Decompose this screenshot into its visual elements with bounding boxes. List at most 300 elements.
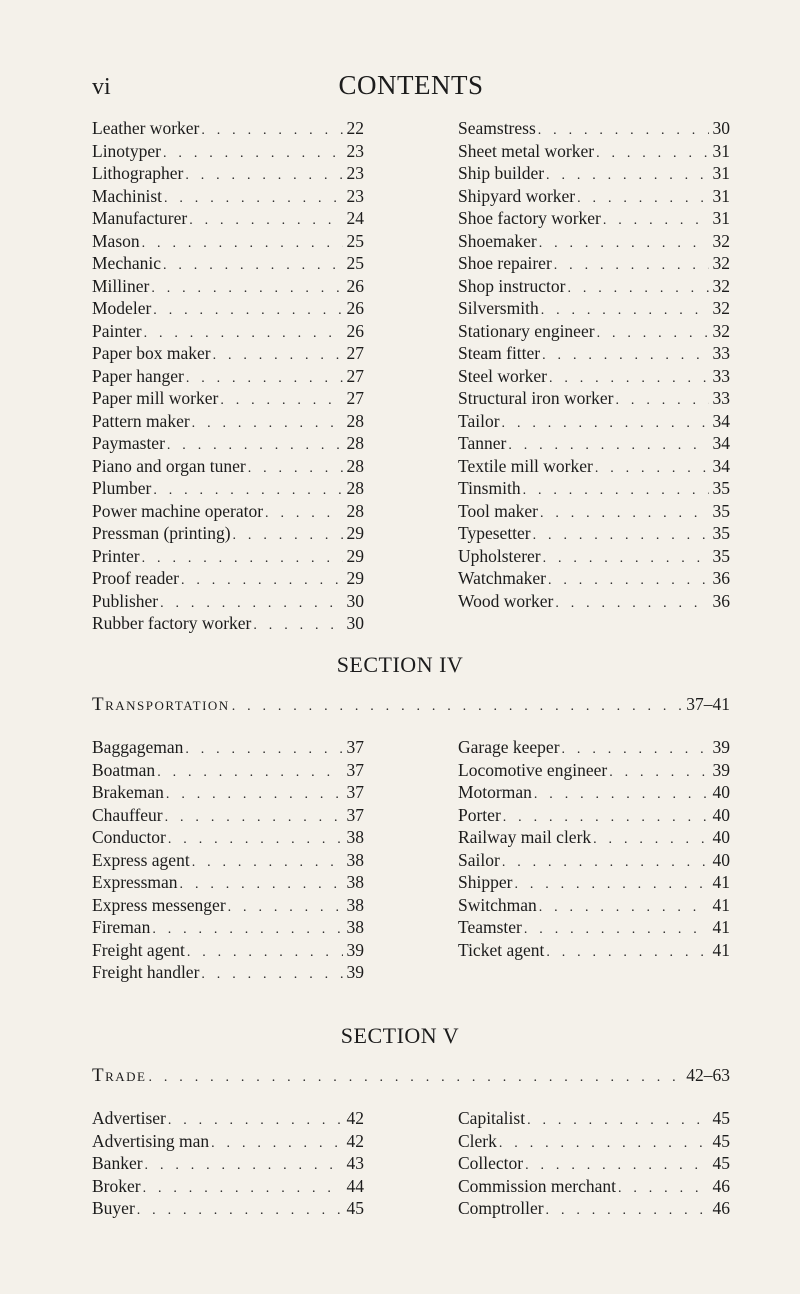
toc-entry[interactable] [458,545,730,568]
entry-title: Fireman [92,917,151,937]
entry-title: Tool maker [458,500,538,521]
leader-dots [189,210,342,230]
toc-entry[interactable] [458,387,730,410]
leader-dots [248,458,343,478]
toc-entry[interactable] [92,1107,364,1130]
toc-entry[interactable] [92,365,364,388]
toc-entry[interactable] [92,522,364,545]
entry-title: Mason [92,230,140,251]
entry-page-number: 29 [346,545,364,566]
section-title: Transportation [92,694,230,715]
entry-title: Steel worker [458,365,547,386]
entry-title: Rubber factory worker [92,613,252,633]
leader-dots [539,233,709,253]
entry-page-number: 41 [712,917,730,937]
leader-dots [181,570,343,590]
toc-entry[interactable] [92,736,364,759]
entry-title: Paper hanger [92,365,184,386]
entry-page-number: 35 [712,478,730,498]
entry-title: Broker [92,1175,141,1196]
entry-page-number: 37 [346,804,364,825]
toc-entry[interactable] [458,804,730,827]
entry-title: Commission merchant [458,1175,616,1196]
toc-entry[interactable] [92,849,364,872]
leader-dots [163,143,342,163]
leader-dots [185,165,342,185]
entry-page-number: 46 [712,1175,730,1196]
toc-entry[interactable] [458,1130,730,1153]
leader-dots [149,1066,683,1090]
leader-dots [142,548,343,568]
toc-entry[interactable] [458,252,730,275]
leader-dots [508,435,708,455]
leader-dots [555,593,708,613]
toc-entry[interactable] [458,297,730,320]
entry-title: Watchmaker [458,568,546,588]
toc-entry[interactable] [92,185,364,208]
section-5-title-entry[interactable] [92,1063,730,1087]
toc-entry[interactable] [92,545,364,568]
entry-page-number: 39 [346,962,364,982]
leader-dots [562,739,709,759]
entry-page-number: 39 [712,759,730,780]
entry-title: Garage keeper [458,737,560,757]
toc-entry[interactable] [458,1152,730,1175]
toc-entry[interactable] [92,1130,364,1153]
entry-title: Structural iron worker [458,388,614,408]
entry-page-number: 24 [346,208,364,228]
toc-entry[interactable] [92,1175,364,1198]
entry-page-number: 28 [346,410,364,431]
toc-entry[interactable] [458,185,730,208]
entry-page-number: 44 [346,1175,364,1196]
entry-title: Modeler [92,298,152,318]
leader-dots [167,435,343,455]
entry-title: Shoe repairer [458,253,552,273]
toc-entry[interactable] [92,342,364,365]
entry-title: Leather worker [92,118,200,138]
toc-entry[interactable] [92,252,364,275]
toc-entry[interactable] [458,140,730,163]
leader-dots [567,278,708,298]
entry-page-number: 28 [346,478,364,498]
leader-dots [597,323,709,343]
contents-list-section-5 [92,1107,730,1220]
leader-dots [499,1133,709,1153]
toc-entry[interactable] [92,140,364,163]
section-5-heading: SECTION V [340,1023,460,1048]
entry-title: Advertising man [92,1130,210,1151]
leader-dots [527,1110,708,1130]
leader-dots [168,829,343,849]
toc-entry[interactable] [458,342,730,365]
page-title: CONTENTS [338,70,484,100]
entry-page-number: 33 [712,388,730,408]
entry-page-number: 38 [346,849,364,870]
entry-page-number: 27 [346,388,364,408]
leader-dots [201,964,342,984]
entry-page-number: 32 [712,298,730,318]
toc-entry[interactable] [458,365,730,388]
leader-dots [546,165,708,185]
toc-entry[interactable] [92,432,364,455]
leader-dots [525,1155,708,1175]
leader-dots [180,874,343,894]
entry-page-number: 30 [346,590,364,611]
entry-title: Publisher [92,590,159,611]
entry-title: Chauffeur [92,804,163,825]
toc-entry[interactable] [458,781,730,804]
leader-dots [524,919,709,939]
leader-dots [253,615,342,635]
leader-dots [596,143,708,163]
leader-dots [541,300,709,320]
entry-title: Collector [458,1153,524,1173]
entry-title: Shipper [458,872,513,892]
leader-dots [593,829,708,849]
toc-entry[interactable] [458,916,730,939]
toc-entry[interactable] [458,207,730,230]
entry-page-number: 38 [346,917,364,937]
entry-title: Paper mill worker [92,388,219,408]
leader-dots [533,525,709,545]
entry-title: Shoe factory worker [458,208,601,228]
entry-title: Painter [92,320,142,341]
toc-entry[interactable] [92,590,364,613]
toc-entry[interactable] [458,826,730,849]
entry-title: Expressman [92,872,178,892]
leader-dots [542,345,708,365]
entry-title: Advertiser [92,1108,166,1128]
entry-title: Freight handler [92,962,200,982]
toc-entry[interactable] [92,1152,364,1175]
entry-title: Shipyard worker [458,185,576,206]
entry-title: Switchman [458,894,537,915]
leader-dots [539,897,709,917]
entry-page-number: 28 [346,455,364,476]
toc-entry[interactable] [92,826,364,849]
entry-title: Sheet metal worker [458,140,595,161]
page-number: vi [92,74,111,100]
leader-dots [213,345,343,365]
toc-entry[interactable] [458,871,730,894]
entry-page-number: 40 [712,804,730,825]
toc-entry[interactable] [458,1197,730,1220]
leader-dots [618,1178,709,1198]
leader-dots [577,188,708,208]
toc-entry[interactable] [458,590,730,613]
entry-title: Teamster [458,917,522,937]
entry-page-number: 23 [346,140,364,161]
entry-title: Power machine operator [92,500,264,521]
entry-title: Stationary engineer [458,320,595,341]
entry-title: Silversmith [458,298,539,318]
leader-dots [163,255,343,275]
entry-page-number: 37 [346,782,364,802]
toc-entry[interactable] [92,410,364,433]
entry-page-number: 34 [712,410,730,431]
toc-entry[interactable] [92,162,364,185]
section-title: Trade [92,1065,147,1086]
entry-page-number: 38 [346,894,364,915]
entry-title: Seamstress [458,118,536,138]
leader-dots [233,525,343,545]
leader-dots [534,784,709,804]
leader-dots [192,852,343,872]
contents-list-top [92,117,730,635]
entry-page-number: 32 [712,253,730,273]
toc-entry[interactable] [458,432,730,455]
entry-title: Locomotive engineer [458,759,608,780]
entry-title: Pressman (printing) [92,523,231,543]
toc-entry[interactable] [92,871,364,894]
entry-title: Express messenger [92,894,226,915]
entry-page-number: 46 [712,1198,730,1218]
entry-title: Buyer [92,1198,135,1218]
toc-entry[interactable] [458,410,730,433]
leader-dots [201,120,342,140]
toc-entry[interactable] [458,567,730,590]
toc-entry[interactable] [92,500,364,523]
entry-title: Wood worker [458,590,554,611]
entry-title: Railway mail clerk [458,827,592,847]
entry-title: Machinist [92,185,162,206]
entry-page-number: 43 [346,1153,364,1173]
page-header [92,62,730,102]
leader-dots [143,1178,343,1198]
leader-dots [220,390,342,410]
entry-page-number: 35 [712,500,730,521]
leader-dots [151,278,342,298]
toc-entry[interactable] [458,230,730,253]
entry-page-number: 32 [712,230,730,251]
entry-page-number: 25 [346,230,364,251]
entry-page-number: 30 [712,118,730,138]
entry-title: Shoemaker [458,230,537,251]
entry-page-number: 26 [346,320,364,341]
entry-title: Proof reader [92,568,179,588]
entry-title: Clerk [458,1130,497,1151]
entry-title: Boatman [92,759,156,780]
entry-page-number: 32 [712,275,730,296]
leader-dots [603,210,709,230]
entry-page-number: 25 [346,253,364,273]
toc-entry[interactable] [92,916,364,939]
toc-entry[interactable] [92,804,364,827]
leader-dots [546,942,708,962]
leader-dots [142,233,343,253]
entry-title: Freight agent [92,939,185,960]
leader-dots [554,255,709,275]
page-range: 37–41 [686,694,730,714]
entry-page-number: 26 [346,275,364,296]
entry-page-number: 27 [346,343,364,363]
leader-dots [546,1200,709,1220]
entry-title: Express agent [92,849,190,870]
entry-page-number: 38 [346,827,364,847]
leader-dots [144,323,343,343]
entry-page-number: 40 [712,827,730,847]
toc-entry[interactable] [458,849,730,872]
leader-dots [145,1155,343,1175]
leader-dots [538,120,709,140]
toc-entry[interactable] [92,275,364,298]
entry-title: Tinsmith [458,478,521,498]
entry-title: Sailor [458,849,500,870]
leader-dots [548,570,709,590]
entry-title: Linotyper [92,140,162,161]
entry-page-number: 32 [712,320,730,341]
entry-page-number: 30 [346,613,364,633]
entry-title: Upholsterer [458,545,541,566]
leader-dots [232,695,683,719]
toc-entry[interactable] [458,522,730,545]
leader-dots [153,300,342,320]
toc-entry[interactable] [92,567,364,590]
entry-title: Tanner [458,433,507,453]
entry-page-number: 33 [712,365,730,386]
entry-title: Pattern maker [92,410,190,431]
page-range: 42–63 [686,1065,730,1085]
leader-dots [186,368,343,388]
toc-entry[interactable] [92,894,364,917]
toc-entry[interactable] [458,162,730,185]
toc-entry[interactable] [92,230,364,253]
entry-page-number: 37 [346,759,364,780]
toc-entry[interactable] [92,297,364,320]
entry-title: Mechanic [92,253,161,273]
entry-title: Piano and organ tuner [92,455,246,476]
leader-dots [502,852,709,872]
toc-entry[interactable] [458,320,730,343]
toc-entry[interactable] [92,759,364,782]
entry-page-number: 22 [346,118,364,138]
entry-page-number: 27 [346,365,364,386]
leader-dots [523,480,709,500]
toc-entry[interactable] [458,275,730,298]
entry-title: Milliner [92,275,150,296]
entry-page-number: 42 [346,1108,364,1128]
entry-title: Conductor [92,827,166,847]
toc-entry[interactable] [458,1175,730,1198]
entry-title: Shop instructor [458,275,566,296]
leader-dots [543,548,709,568]
entry-title: Manufacturer [92,208,188,228]
leader-dots [152,919,342,939]
toc-entry[interactable] [458,117,730,140]
toc-entry[interactable] [458,1107,730,1130]
toc-entry[interactable] [92,455,364,478]
entry-page-number: 28 [346,433,364,453]
entry-title: Paymaster [92,433,165,453]
entry-page-number: 33 [712,343,730,363]
leader-dots [616,390,709,410]
leader-dots [164,188,343,208]
toc-entry[interactable] [458,759,730,782]
entry-title: Printer [92,545,140,566]
entry-title: Comptroller [458,1198,544,1218]
entry-title: Paper box maker [92,343,211,363]
toc-entry[interactable] [92,961,364,984]
toc-entry[interactable] [458,477,730,500]
toc-entry[interactable] [92,320,364,343]
entry-page-number: 41 [712,872,730,892]
entry-page-number: 42 [346,1130,364,1151]
entry-title: Tailor [458,410,500,431]
entry-title: Textile mill worker [458,455,593,476]
leader-dots [503,807,709,827]
leader-dots [137,1200,343,1220]
entry-page-number: 41 [712,939,730,960]
toc-entry[interactable] [458,455,730,478]
toc-entry[interactable] [458,736,730,759]
toc-entry[interactable] [458,939,730,962]
leader-dots [228,897,343,917]
entry-page-number: 34 [712,433,730,453]
entry-page-number: 39 [346,939,364,960]
toc-entry[interactable] [92,939,364,962]
entry-title: Capitalist [458,1108,526,1128]
toc-entry[interactable] [92,207,364,230]
entry-page-number: 26 [346,298,364,318]
leader-dots [211,1133,342,1153]
leader-dots [166,784,343,804]
leader-dots [185,739,342,759]
toc-entry[interactable] [458,500,730,523]
entry-page-number: 40 [712,782,730,802]
toc-entry[interactable] [92,781,364,804]
entry-page-number: 40 [712,849,730,870]
section-4-title-entry[interactable] [92,692,730,716]
leader-dots [502,413,709,433]
entry-page-number: 31 [712,163,730,183]
leader-dots [192,413,343,433]
entry-title: Ticket agent [458,939,545,960]
entry-page-number: 39 [712,737,730,757]
toc-entry[interactable] [458,894,730,917]
toc-entry[interactable] [92,1197,364,1220]
entry-page-number: 23 [346,185,364,206]
entry-page-number: 45 [712,1130,730,1151]
entry-page-number: 31 [712,208,730,228]
entry-page-number: 36 [712,568,730,588]
entry-page-number: 45 [346,1198,364,1218]
toc-entry[interactable] [92,612,364,635]
entry-page-number: 41 [712,894,730,915]
entry-page-number: 36 [712,590,730,611]
toc-entry[interactable] [92,387,364,410]
toc-entry[interactable] [92,477,364,500]
entry-page-number: 38 [346,872,364,892]
leader-dots [168,1110,343,1130]
entry-page-number: 29 [346,523,364,543]
entry-title: Baggageman [92,737,184,757]
entry-page-number: 45 [712,1108,730,1128]
toc-entry[interactable] [92,117,364,140]
entry-page-number: 34 [712,455,730,476]
entry-page-number: 28 [346,500,364,521]
entry-title: Plumber [92,478,152,498]
entry-title: Typesetter [458,523,531,543]
leader-dots [187,942,343,962]
entry-title: Ship builder [458,163,545,183]
leader-dots [165,807,343,827]
leader-dots [265,503,342,523]
entry-title: Porter [458,804,501,825]
leader-dots [160,593,342,613]
section-4-heading: SECTION IV [336,652,464,677]
entry-page-number: 35 [712,545,730,566]
